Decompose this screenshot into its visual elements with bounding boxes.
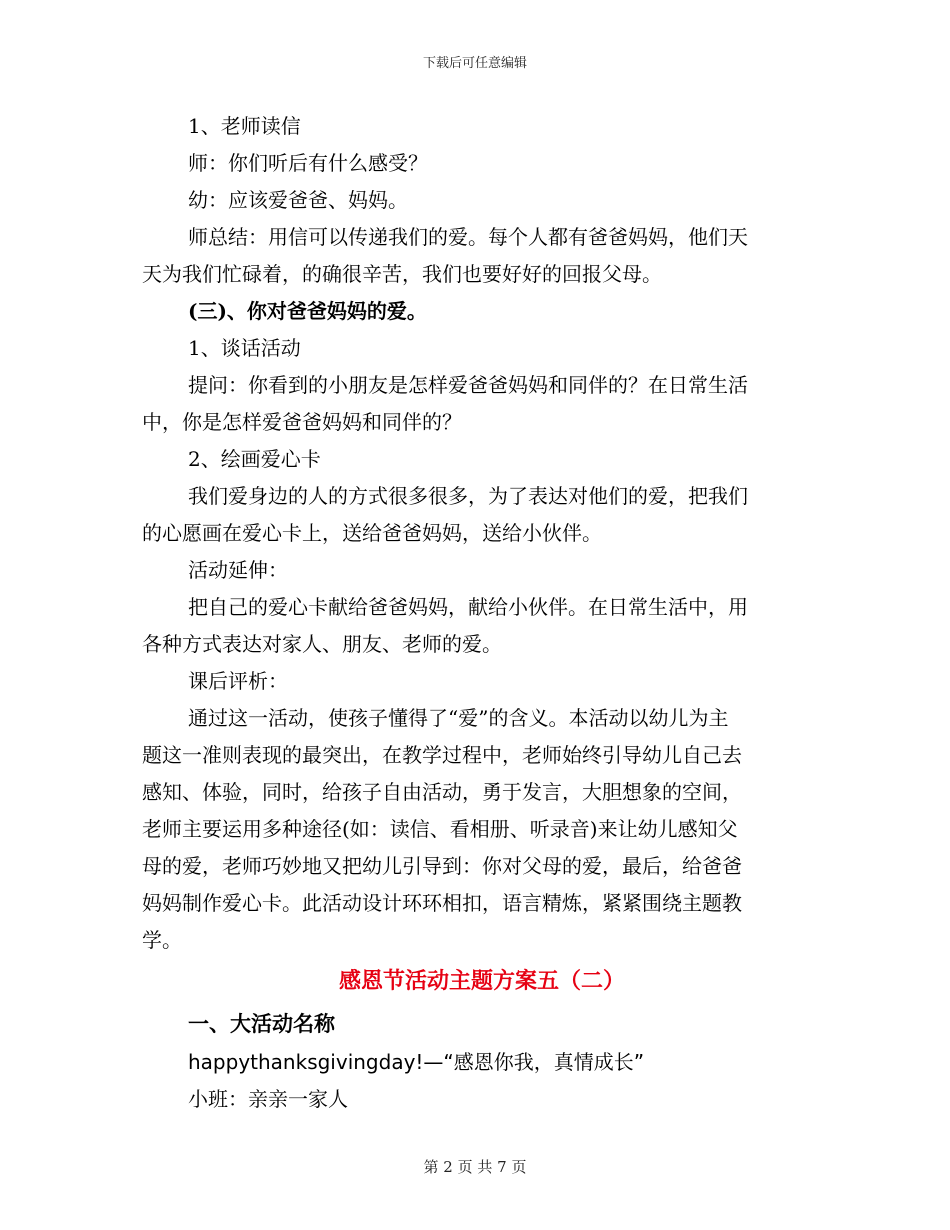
section-heading: 一、大活动名称 <box>188 1011 335 1036</box>
paragraph-line: 提问：你看到的小朋友是怎样爱爸爸妈妈和同伴的？在日常生活 <box>188 373 748 397</box>
paragraph-line: 母的爱，老师巧妙地又把幼儿引导到：你对父母的爱，最后，给爸爸 <box>142 854 742 878</box>
paragraph-line: 师总结：用信可以传递我们的爱。每个人都有爸爸妈妈，他们天 <box>188 225 748 249</box>
page-header: 下载后可任意编辑 <box>422 56 527 71</box>
paragraph-line: 学。 <box>142 928 182 952</box>
section-title: 感恩节活动主题方案五（二） <box>338 968 625 994</box>
paragraph-line: 师：你们听后有什么感受？ <box>188 151 428 175</box>
paragraph-line: 1、老师读信 <box>188 114 301 138</box>
paragraph-line: 活动延伸： <box>188 558 288 582</box>
paragraph-line: 天为我们忙碌着，的确很辛苦，我们也要好好的回报父母。 <box>142 262 662 286</box>
paragraph-line: happythanksgivingday!—“感恩你我，真情成长” <box>188 1050 645 1074</box>
paragraph-line: 课后评析： <box>188 669 288 693</box>
paragraph-line: 2、绘画爱心卡 <box>188 447 321 471</box>
page-footer: 第 2 页 共 7 页 <box>423 1158 527 1176</box>
paragraph-line: 把自己的爱心卡献给爸爸妈妈，献给小伙伴。在日常生活中，用 <box>188 595 748 619</box>
paragraph-line: 中，你是怎样爱爸爸妈妈和同伴的？ <box>142 410 462 434</box>
paragraph-line: 题这一准则表现的最突出，在教学过程中，老师始终引导幼儿自己去 <box>142 743 742 767</box>
paragraph-line: 的心愿画在爱心卡上，送给爸爸妈妈，送给小伙伴。 <box>142 521 602 545</box>
paragraph-line: 妈妈制作爱心卡。此活动设计环环相扣，语言精炼，紧紧围绕主题教 <box>142 891 742 915</box>
paragraph-line: 1、谈话活动 <box>188 336 301 360</box>
paragraph-line: 我们爱身边的人的方式很多很多，为了表达对他们的爱，把我们 <box>188 484 748 508</box>
paragraph-line: 老师主要运用多种途径(如：读信、看相册、听录音)来让幼儿感知父 <box>142 817 738 841</box>
subsection-heading: (三)、你对爸爸妈妈的爱。 <box>188 299 427 323</box>
paragraph-line: 小班：亲亲一家人 <box>188 1087 348 1111</box>
paragraph-line: 各种方式表达对家人、朋友、老师的爱。 <box>142 632 502 656</box>
paragraph-line: 通过这一活动，使孩子懂得了“爱”的含义。本活动以幼儿为主 <box>188 706 729 730</box>
paragraph-line: 感知、体验，同时，给孩子自由活动，勇于发言，大胆想象的空间， <box>142 780 742 804</box>
paragraph-line: 幼：应该爱爸爸、妈妈。 <box>188 188 408 212</box>
document-body <box>142 108 802 1118</box>
